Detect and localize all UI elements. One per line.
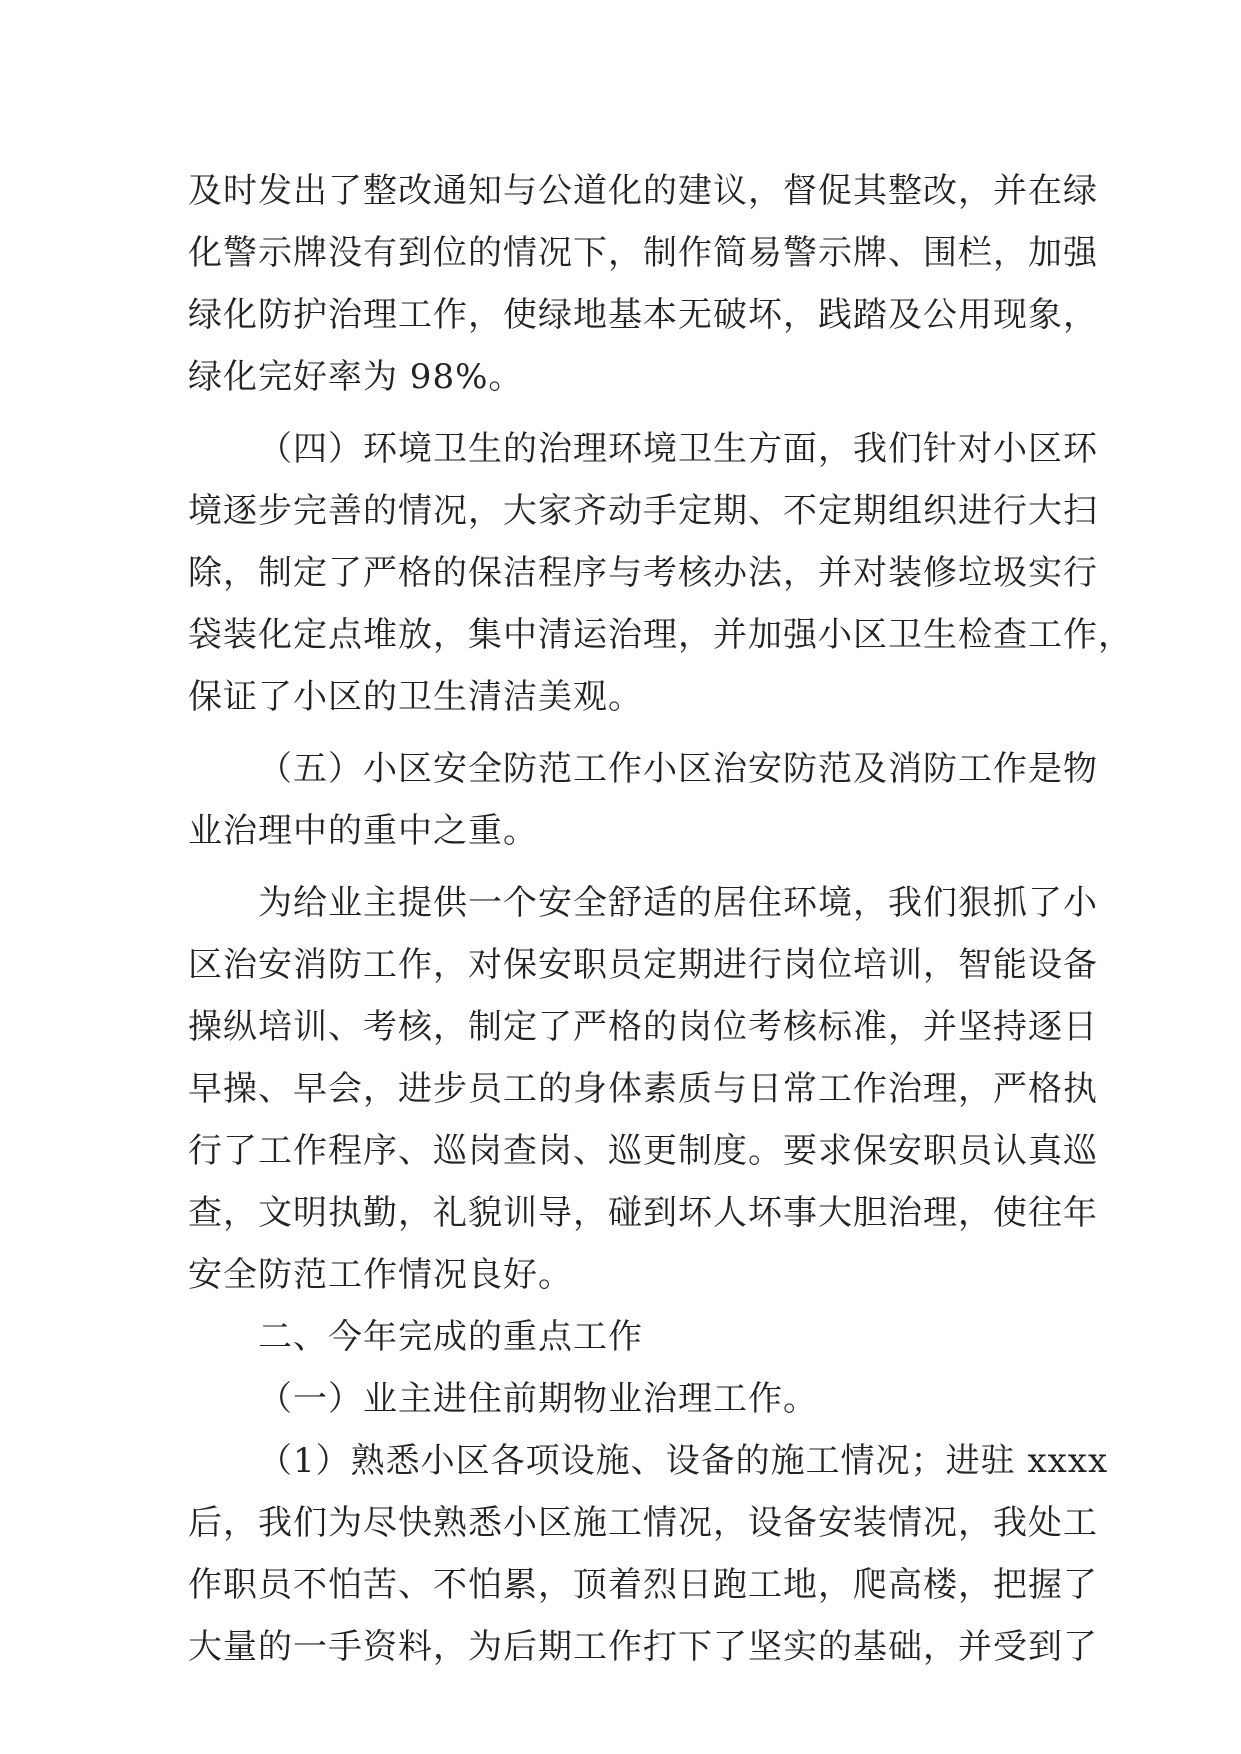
text-line: （四）环境卫生的治理环境卫生方面，我们针对小区环 <box>258 429 1098 469</box>
text-line: 操纵培训、考核，制定了严格的岗位考核标准，并坚持逐日 <box>188 1007 1098 1047</box>
text-line: 保证了小区的卫生清洁美观。 <box>188 677 643 717</box>
text-line: 早操、早会，进步员工的身体素质与日常工作治理，严格执 <box>188 1069 1098 1109</box>
text-line: 后，我们为尽快熟悉小区施工情况，设备安装情况，我处工 <box>188 1503 1098 1543</box>
text-line: 行了工作程序、巡岗查岗、巡更制度。要求保安职员认真巡 <box>188 1131 1098 1171</box>
document-body <box>188 160 1133 1678</box>
text-line: （1）熟悉小区各项设施、设备的施工情况；进驻 xxxx <box>258 1441 1109 1481</box>
text-line: 境逐步完善的情况，大家齐动手定期、不定期组织进行大扫 <box>188 491 1098 531</box>
text-line: 为给业主提供一个安全舒适的居住环境，我们狠抓了小 <box>258 883 1098 923</box>
text-line: 区治安消防工作，对保安职员定期进行岗位培训，智能设备 <box>188 945 1098 985</box>
text-line: 绿化防护治理工作，使绿地基本无破坏，践踏及公用现象， <box>188 295 1098 335</box>
text-line: 安全防范工作情况良好。 <box>188 1255 573 1295</box>
text-line: 化警示牌没有到位的情况下，制作简易警示牌、围栏，加强 <box>188 233 1098 273</box>
text-line: 大量的一手资料，为后期工作打下了坚实的基础，并受到了 <box>188 1627 1098 1667</box>
text-line: 及时发出了整改通知与公道化的建议，督促其整改，并在绿 <box>188 171 1098 211</box>
section-heading: 二、今年完成的重点工作 <box>258 1317 643 1357</box>
text-line: 绿化完好率为 98%。 <box>188 357 524 397</box>
text-line: 业治理中的重中之重。 <box>188 811 538 851</box>
text-line: （五）小区安全防范工作小区治安防范及消防工作是物 <box>258 749 1098 789</box>
text-line: 查，文明执勤，礼貌训导，碰到坏人坏事大胆治理，使往年 <box>188 1193 1098 1233</box>
subsection-heading: （一）业主进住前期物业治理工作。 <box>258 1379 818 1419</box>
text-line: 作职员不怕苦、不怕累，顶着烈日跑工地，爬高楼，把握了 <box>188 1565 1098 1605</box>
text-line: 袋装化定点堆放，集中清运治理，并加强小区卫生检查工作， <box>188 615 1133 655</box>
text-line: 除，制定了严格的保洁程序与考核办法，并对装修垃圾实行 <box>188 553 1098 593</box>
